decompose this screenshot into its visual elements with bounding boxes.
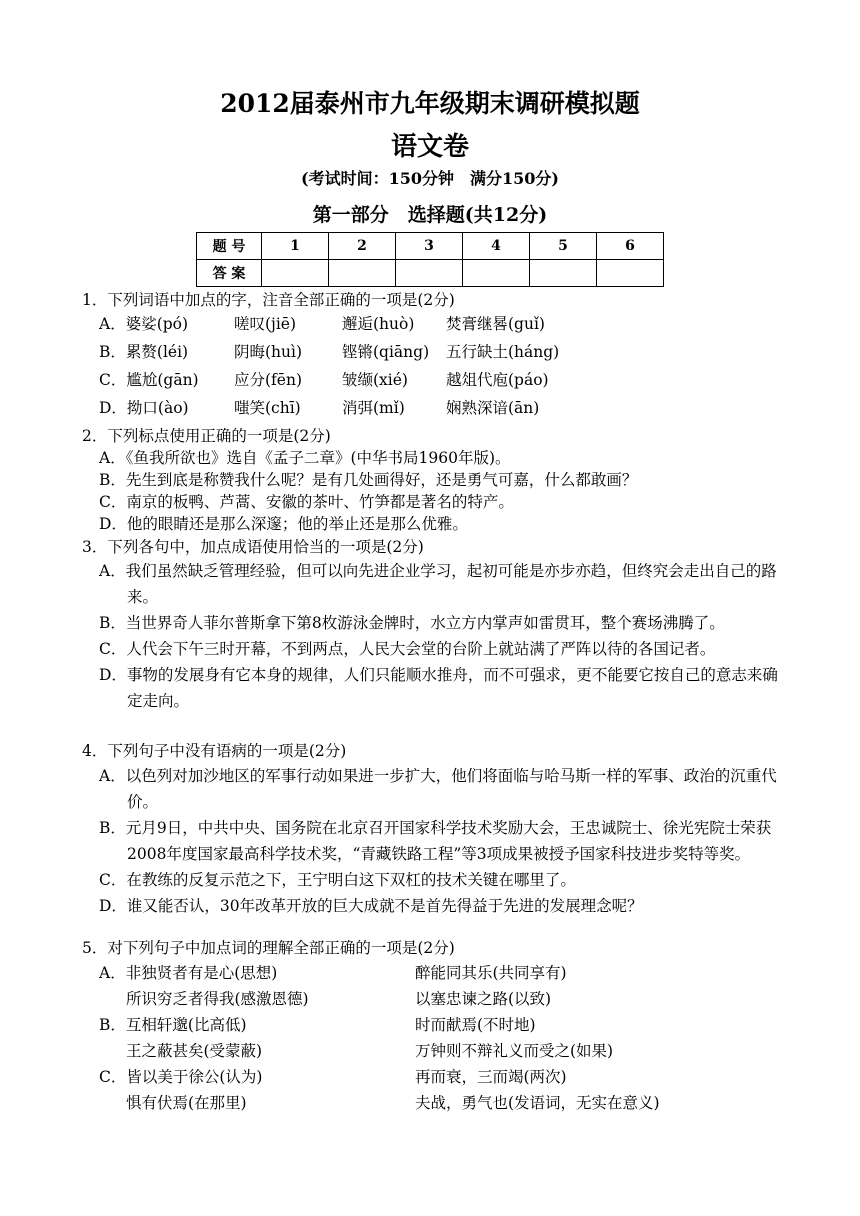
question-number-cell: 5 <box>530 233 597 260</box>
q1-option: 越俎代庖(páo) <box>446 371 549 389</box>
question-5-stem: 5．对下列句子中加点词的理解全部正确的一项是(2分) <box>82 939 455 957</box>
q1-option: 嗤笑(chī) <box>234 399 301 417</box>
q3-options <box>99 558 784 714</box>
q5-item: 所识穷乏者得我(感激恩德) <box>126 990 309 1008</box>
answer-cell[interactable] <box>396 260 463 287</box>
q5-item: 王之蔽甚矣(受蒙蔽) <box>126 1042 263 1060</box>
q5-item: 醉能同其乐(共同享有) <box>415 964 567 982</box>
question-number-cell: 1 <box>262 233 329 260</box>
question-4-stem: 4．下列句子中没有语病的一项是(2分) <box>82 742 347 760</box>
q2-option-c: C．南京的板鸭、芦蒿、安徽的茶叶、竹笋都是著名的特产。 <box>99 493 514 511</box>
q2-option-b: B．先生到底是称赞我什么呢？是有几处画得好，还是勇气可嘉，什么都敢画？ <box>99 471 638 489</box>
q3-option-c: C．人代会下午三时开幕，不到两点，人民大会堂的台阶上就站满了严阵以待的各国记者。 <box>99 640 716 658</box>
answer-cell[interactable] <box>463 260 530 287</box>
q5-item: 夫战，勇气也(发语词，无实在意义) <box>415 1094 660 1112</box>
q4-option-a: A．以色列对加沙地区的军事行动如果进一步扩大，他们将面临与哈马斯一样的军事、政治的沉重代价。 <box>99 767 777 811</box>
q1-option: 娴熟深谙(ān) <box>446 399 540 417</box>
q2-option-a: A．《鱼我所欲也》选自《孟子二章》(中华书局1960年版)。 <box>99 449 511 467</box>
q1-option: C．尴尬(gān) <box>99 371 199 389</box>
q1-option: 铿锵(qiāng) <box>342 343 430 361</box>
answer-table-header-row <box>197 233 664 260</box>
q5-item: C．皆以美于徐公(认为) <box>99 1068 263 1086</box>
q4-option-c: C．在教练的反复示范之下，王宁明白这下双杠的技术关键在哪里了。 <box>99 871 576 889</box>
q2-option-d: D．他的眼睛还是那么深邃；他的举止还是那么优雅。 <box>99 515 468 533</box>
question-number-cell: 3 <box>396 233 463 260</box>
exam-info: (考试时间：150分钟 满分150分) <box>301 169 559 188</box>
q5-item: 再而衰，三而竭(两次) <box>415 1068 567 1086</box>
question-number-cell: 2 <box>329 233 396 260</box>
answer-cell[interactable] <box>597 260 664 287</box>
exam-title: 2012届泰州市九年级期末调研模拟题 <box>220 89 640 118</box>
q4-options <box>99 763 784 919</box>
q3-option-b: B．当世界奇人菲尔普斯拿下第8枚游泳金牌时，水立方内掌声如雷贯耳，整个赛场沸腾了。 <box>99 614 725 632</box>
q5-item: A．非独贤者有是心(思想) <box>99 964 278 982</box>
q5-item: B．互相轩邈(比高低) <box>99 1016 247 1034</box>
q1-option: B．累赘(léi) <box>99 343 189 361</box>
q1-option: 邂逅(huò) <box>342 315 415 333</box>
question-1-stem: 1．下列词语中加点的字，注音全部正确的一项是(2分) <box>82 291 455 309</box>
q4-option-b: B．元月9日，中共中央、国务院在北京召开国家科学技术奖励大会，王忠诚院士、徐光宪院士荣获2008年度国家最高科学技术奖，“青藏铁路工程”等3项成果被授予国家科技进步奖特等奖。 <box>99 819 772 863</box>
question-number-cell: 4 <box>463 233 530 260</box>
q1-option: 皱缬(xié) <box>342 371 408 389</box>
part-heading: 第一部分 选择题(共12分) <box>312 204 548 226</box>
q1-option: 五行缺土(háng) <box>446 343 560 361</box>
q1-option: A．婆娑(pó) <box>99 315 189 333</box>
q5-item: 万钟则不辩礼义而受之(如果) <box>415 1042 614 1060</box>
q4-option-d: D．谁又能否认，30年改革开放的巨大成就不是首先得益于先进的发展理念呢？ <box>99 897 643 915</box>
q1-option: 应分(fēn) <box>234 371 302 389</box>
answer-table-row-label: 答 案 <box>197 260 262 287</box>
q1-option: 消弭(mǐ) <box>342 399 405 417</box>
answer-table <box>196 232 664 287</box>
q5-item: 时而献焉(不时地) <box>415 1016 536 1034</box>
q3-option-a: A．我们虽然缺乏管理经验，但可以向先进企业学习，起初可能是亦步亦趋，但终究会走出自己的路来。 <box>99 562 777 606</box>
question-3-stem: 3．下列各句中，加点成语使用恰当的一项是(2分) <box>82 538 424 556</box>
answer-cell[interactable] <box>329 260 396 287</box>
q1-option: 嗟叹(jiē) <box>234 315 297 333</box>
q1-option: D．拗口(ào) <box>99 399 189 417</box>
q3-option-d: D．事物的发展身有它本身的规律，人们只能顺水推舟，而不可强求，更不能要它按自己的意志来确定走向。 <box>99 666 778 710</box>
question-2-stem: 2．下列标点使用正确的一项是(2分) <box>82 427 331 445</box>
question-number-cell: 6 <box>597 233 664 260</box>
exam-subject: 语文卷 <box>390 132 469 162</box>
answer-cell[interactable] <box>262 260 329 287</box>
answer-table-row-label: 题 号 <box>197 233 262 260</box>
q5-item: 以塞忠谏之路(以致) <box>415 990 552 1008</box>
q1-option: 阴晦(huì) <box>234 343 303 361</box>
answer-cell[interactable] <box>530 260 597 287</box>
q1-option: 焚膏继晷(guǐ) <box>446 315 545 333</box>
q5-item: 惧有伏焉(在那里) <box>126 1094 247 1112</box>
answer-table-answer-row <box>197 260 664 287</box>
